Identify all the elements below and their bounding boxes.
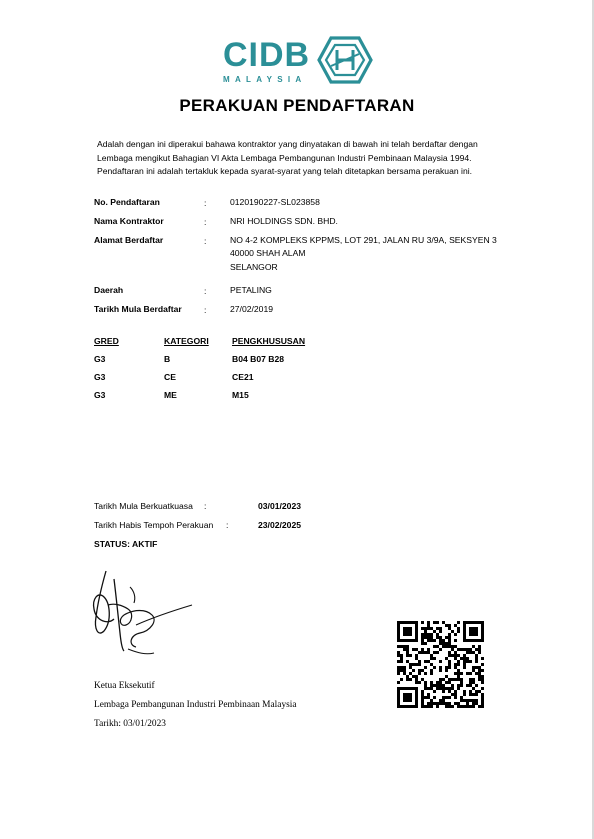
- district-value: PETALING: [230, 285, 272, 295]
- page-title: PERAKUAN PENDAFTARAN: [179, 96, 415, 115]
- address-line-1: NO 4-2 KOMPLEKS KPPMS, LOT 291, JALAN RU 3/9A, SEKSYEN 3: [230, 235, 497, 245]
- effective-date-label: Tarikh Mula Berkuatkuasa: [94, 501, 193, 511]
- grade-header: GRED: [94, 336, 119, 346]
- signatory-title: Ketua Eksekutif: [94, 681, 155, 691]
- intro-line-1: Adalah dengan ini diperakui bahawa kontraktor yang dinyatakan di bawah ini telah berdaftar dengan: [97, 139, 478, 149]
- registration-no-value: 0120190227-SL023858: [230, 197, 320, 207]
- qr-code-image: [397, 621, 484, 708]
- address-line-3: SELANGOR: [230, 262, 278, 272]
- colon: :: [204, 286, 207, 296]
- colon: :: [204, 305, 207, 315]
- logo-subtext: MALAYSIA: [223, 75, 307, 84]
- category-cell: B: [164, 354, 171, 364]
- cidb-hexagon-icon: [317, 36, 373, 84]
- registration-date-value: 27/02/2019: [230, 304, 274, 314]
- grade-cell: G3: [94, 390, 106, 400]
- expiry-date-value: 23/02/2025: [258, 520, 302, 530]
- effective-date-value: 03/01/2023: [258, 501, 302, 511]
- address-line-2: 40000 SHAH ALAM: [230, 248, 306, 258]
- grade-cell: G3: [94, 372, 106, 382]
- category-cell: ME: [164, 390, 177, 400]
- cidb-logo: [219, 36, 379, 86]
- address-label: Alamat Berdaftar: [94, 235, 164, 245]
- specialisation-header: PENGKHUSUSAN: [232, 336, 306, 346]
- registration-no-label: No. Pendaftaran: [94, 197, 160, 207]
- specialisation-cell: B04 B07 B28: [232, 354, 285, 364]
- colon: :: [204, 236, 207, 246]
- status-text: STATUS: AKTIF: [94, 539, 158, 549]
- contractor-name-value: NRI HOLDINGS SDN. BHD.: [230, 216, 338, 226]
- intro-line-3: Pendaftaran ini adalah tertakluk kepada syarat-syarat yang telah ditetapkan bersama perakuan ini.: [97, 166, 473, 176]
- registration-date-label: Tarikh Mula Berdaftar: [94, 304, 182, 314]
- signature-image: [84, 565, 198, 660]
- colon: :: [204, 217, 207, 227]
- expiry-date-label: Tarikh Habis Tempoh Perakuan: [94, 520, 214, 530]
- colon: :: [226, 520, 229, 530]
- grade-cell: G3: [94, 354, 106, 364]
- contractor-name-label: Nama Kontraktor: [94, 216, 164, 226]
- category-cell: CE: [164, 372, 176, 382]
- category-header: KATEGORI: [164, 336, 209, 346]
- specialisation-cell: CE21: [232, 372, 254, 382]
- organisation-name: Lembaga Pembangunan Industri Pembinaan Malaysia: [94, 700, 297, 710]
- intro-line-2: Lembaga mengikut Bahagian VI Akta Lembaga Pembangunan Industri Pembinaan Malaysia 1994.: [97, 153, 472, 163]
- logo-text: CIDB: [223, 36, 311, 74]
- signature-date: Tarikh: 03/01/2023: [94, 719, 166, 729]
- colon: :: [204, 198, 207, 208]
- specialisation-cell: M15: [232, 390, 249, 400]
- district-label: Daerah: [94, 285, 124, 295]
- colon: :: [204, 501, 207, 511]
